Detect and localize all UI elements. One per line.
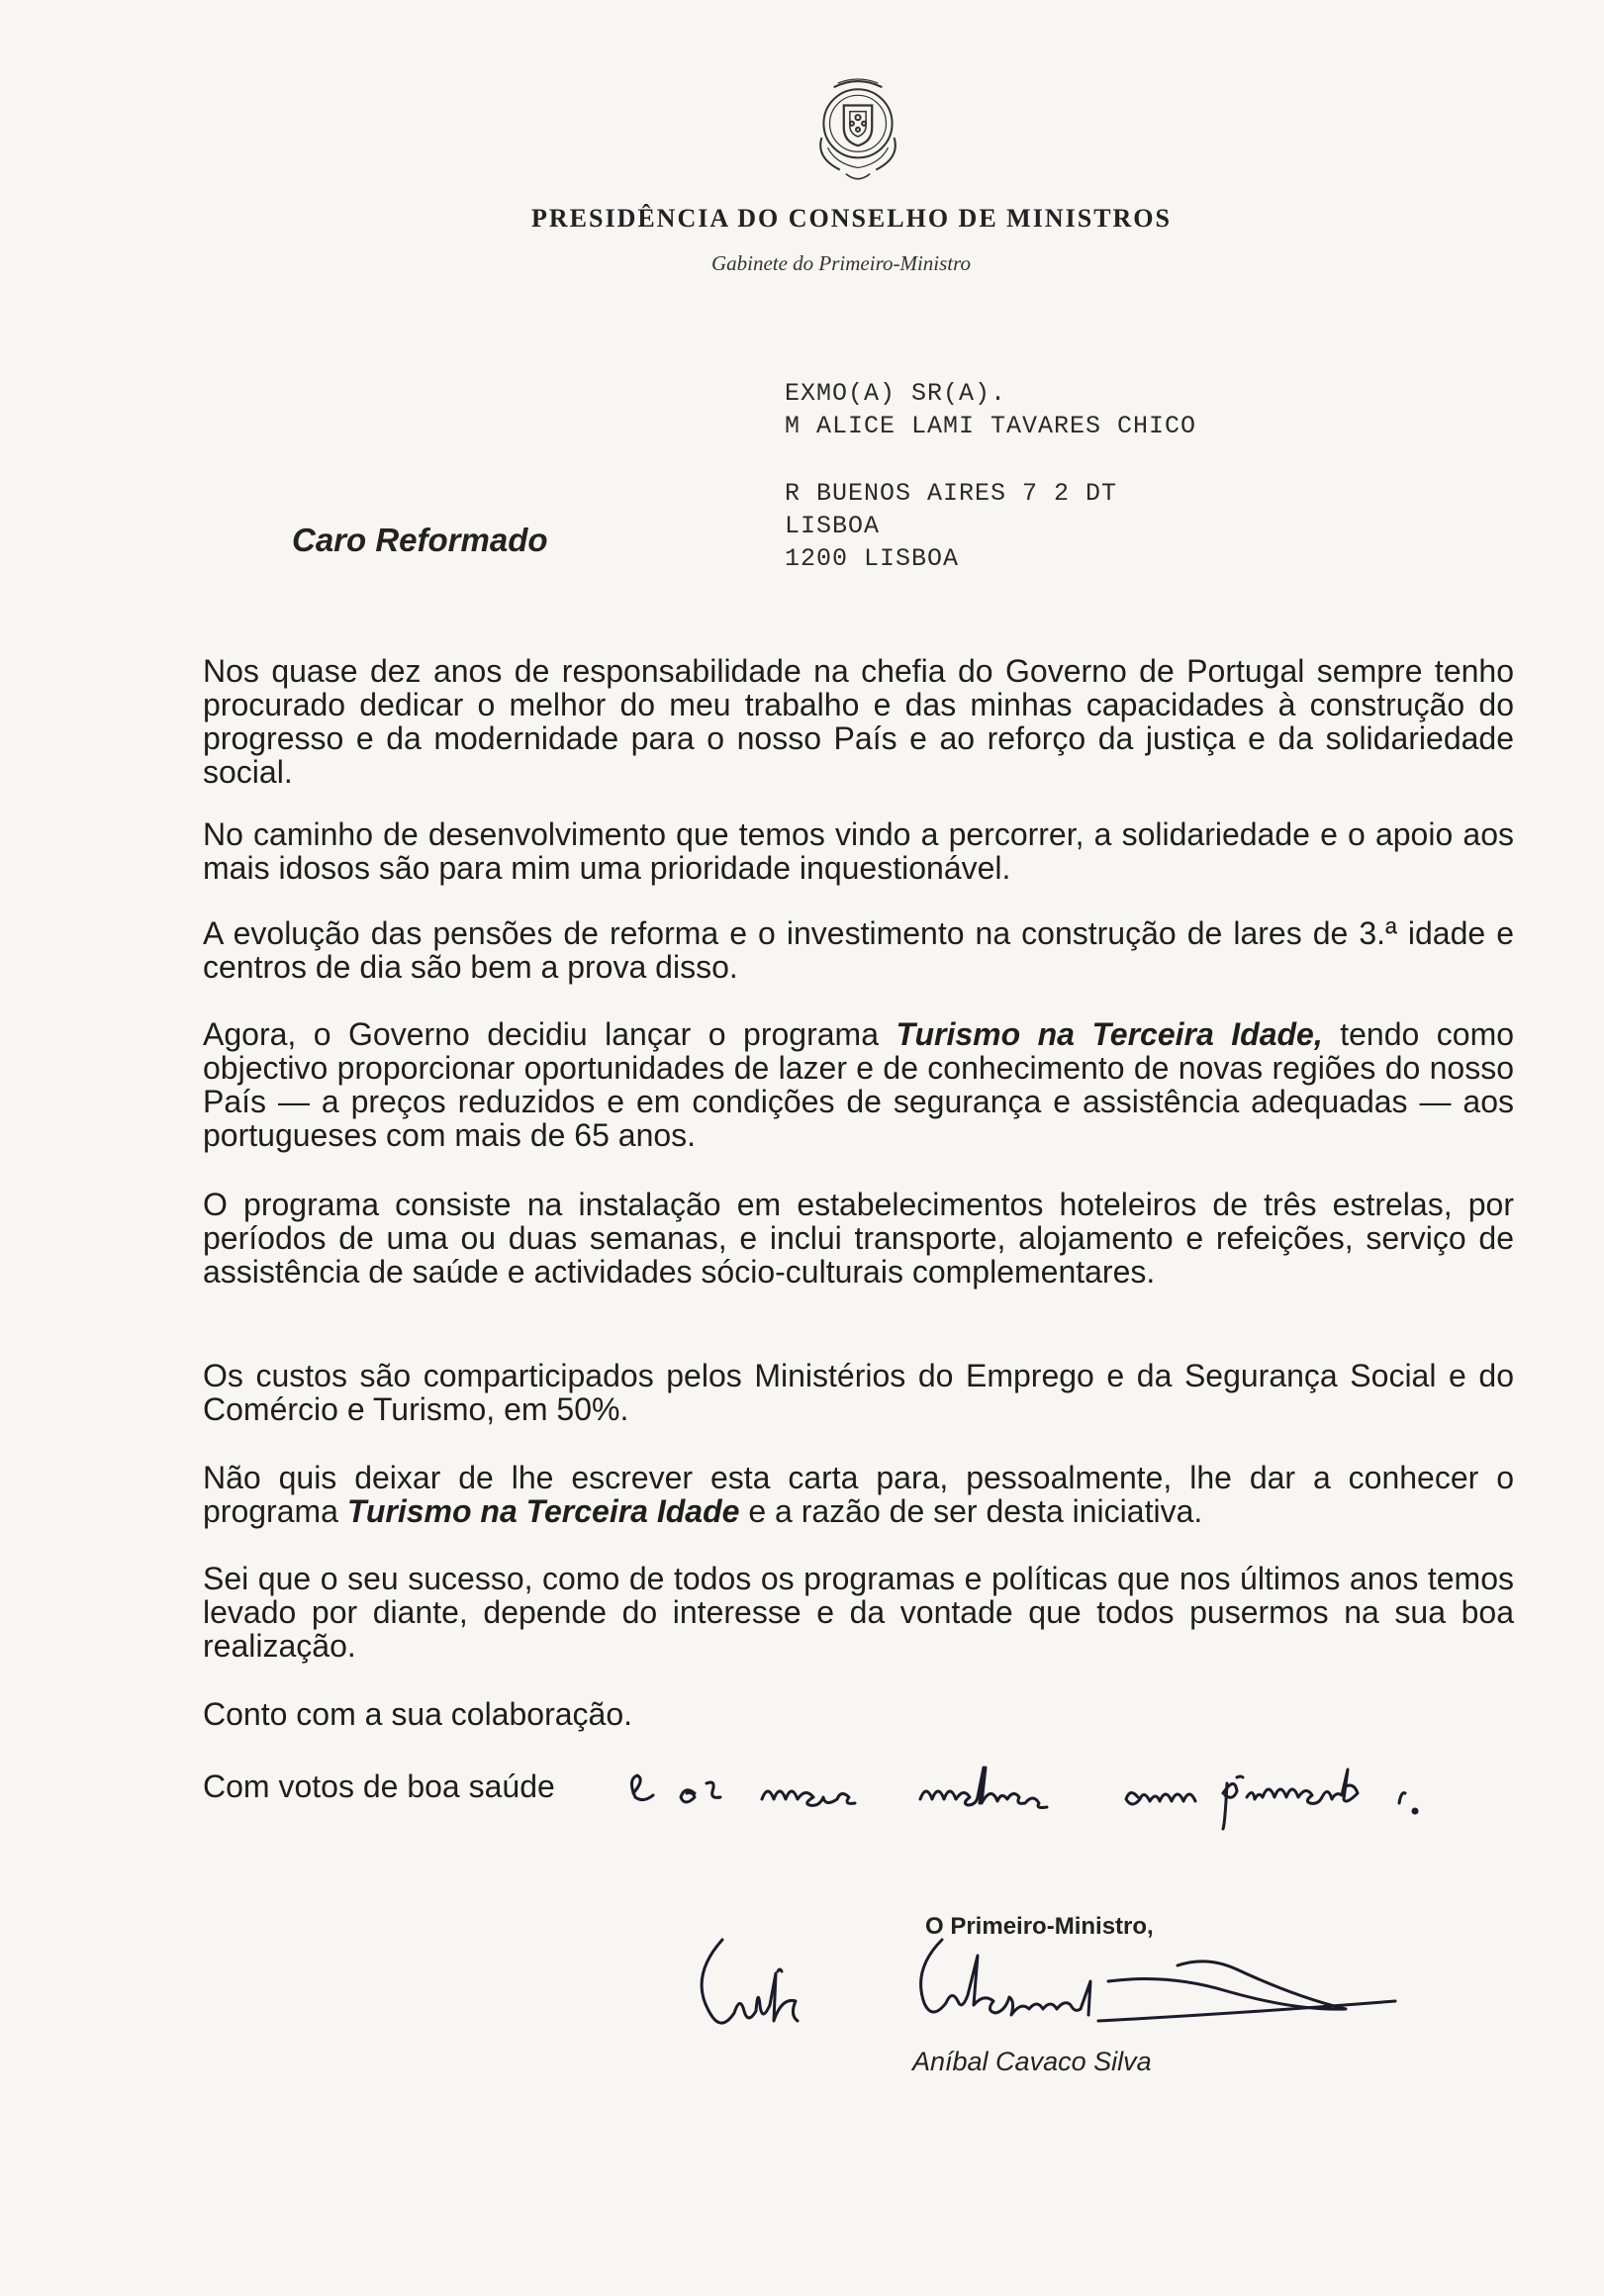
paragraph-9: Conto com a sua colaboração. (203, 1696, 633, 1732)
paragraph-4-text: Agora, o Governo decidiu lançar o programa (203, 1016, 896, 1052)
paragraph-8: Sei que o seu sucesso, como de todos os programas e políticas que nos últimos anos temos levado por diante, depende do interesse e da vontade que todos pusermos na sua boa realização. (203, 1561, 1514, 1664)
paragraph-3: A evolução das pensões de reforma e o investimento na construção de lares de 3.ª idade e centros de dia são bem a prova disso. (203, 915, 1514, 985)
recipient-street: R BUENOS AIRES 7 2 DT (785, 479, 1118, 508)
paragraph-10: Com votos de boa saúde (203, 1769, 555, 1804)
paragraph-7-text-cont: e a razão de ser desta iniciativa. (739, 1493, 1203, 1529)
letterhead-institution: PRESIDÊNCIA DO CONSELHO DE MINISTROS (530, 204, 1172, 233)
program-name: Turismo na Terceira Idade, (896, 1016, 1323, 1052)
paragraph-2: No caminho de desenvolvimento que temos vindo a percorrer, a solidariedade e o apoio aos mais idosos são para mim uma prioridade inquestionável. (203, 816, 1514, 886)
recipient-postal: 1200 LISBOA (785, 544, 960, 573)
paragraph-1: Nos quase dez anos de responsabilidade na chefia do Governo de Portugal sempre tenho procurado dedicar o melhor do meu trabalho e das minhas capacidades à construção do progresso e da modernidade para o nosso País e ao reforço da justiça e da solidariedade social. (203, 653, 1514, 790)
coat-of-arms-icon (807, 77, 908, 194)
signature (683, 1930, 1435, 2058)
letterhead-office: Gabinete do Primeiro-Ministro (710, 251, 972, 275)
paragraph-7 (203, 1461, 1514, 1528)
paragraph-4 (203, 1017, 1514, 1152)
signature-name: Aníbal Cavaco Silva (912, 2047, 1152, 2076)
paragraph-7-text: Não quis deixar de lhe escrever esta carta para, pessoalmente, lhe dar a conhecer o programa (203, 1460, 1514, 1529)
signature-role: O Primeiro-Ministro, (925, 1913, 1154, 1940)
recipient-name: M ALICE LAMI TAVARES CHICO (785, 412, 1197, 440)
paragraph-5: O programa consiste na instalação em estabelecimentos hoteleiros de três estrelas, por períodos de uma ou duas semanas, e inclui transporte, alojamento e refeições, serviço de assistência de saúde e actividades sócio-culturais complementares. (203, 1187, 1514, 1290)
paragraph-4-text-cont: tendo como objectivo proporcionar oportunidades de lazer e de conhecimento de novas regiões do nosso País — a preços reduzidos e em condições de segurança e assistência adequadas — aos portugueses com mais de 65 anos. (203, 1016, 1515, 1153)
handwritten-note (623, 1754, 1514, 1833)
recipient-city: LISBOA (785, 512, 881, 540)
recipient-salutation: EXMO(A) SR(A). (785, 379, 1007, 408)
paragraph-6: Os custos são comparticipados pelos Ministérios do Emprego e da Segurança Social e do Comércio e Turismo, em 50%. (203, 1358, 1514, 1427)
greeting: Caro Reformado (292, 522, 548, 558)
program-name-2: Turismo na Terceira Idade (346, 1493, 740, 1529)
